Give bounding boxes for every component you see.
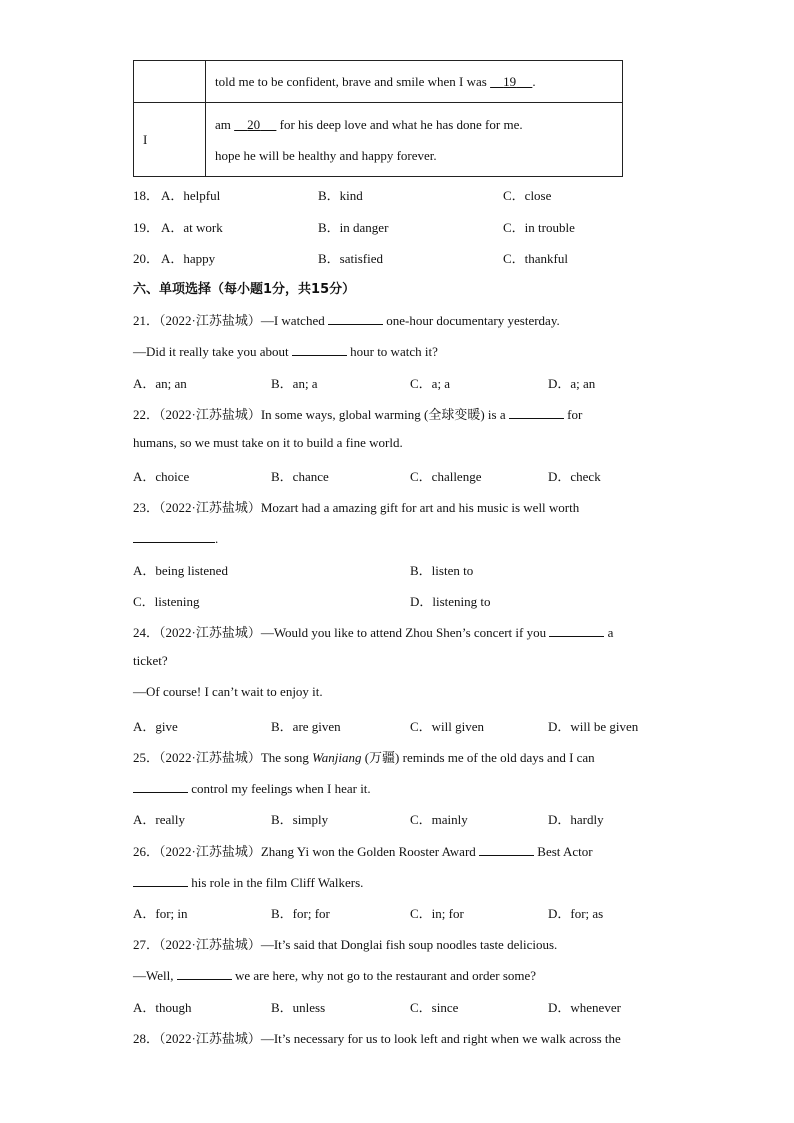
question-number: 18． xyxy=(133,188,160,203)
option-b[interactable]: B．in danger xyxy=(318,220,389,235)
table-cell-left-2: I xyxy=(134,103,206,177)
option-d[interactable]: D．will be given xyxy=(548,719,639,734)
q21-stem xyxy=(133,310,560,329)
stem-text: for xyxy=(563,407,583,422)
option-c[interactable]: C．in; for xyxy=(410,906,464,921)
option-b[interactable]: B．satisfied xyxy=(318,251,383,266)
stem-text: 21．（2022·江苏盐城）—I watched xyxy=(133,313,328,328)
q24-stem-line3: —Of course! I can’t wait to enjoy it. xyxy=(133,684,323,699)
cell-text-line2: hope he will be healthy and happy forever. xyxy=(215,147,437,163)
answer-blank xyxy=(133,778,188,793)
option-b[interactable]: B．simply xyxy=(271,812,329,827)
option-c[interactable]: C．a; a xyxy=(410,376,451,391)
q22-stem-line2: humans, so we must take on it to build a fine world. xyxy=(133,435,403,450)
passage-table xyxy=(133,60,623,177)
q22-stem xyxy=(133,404,582,423)
stem-text: Best Actor xyxy=(534,844,593,859)
option-b[interactable]: B．chance xyxy=(271,469,329,484)
cell-text: told me to be confident, brave and smile when I was xyxy=(215,73,491,89)
question-number: 20． xyxy=(133,251,160,266)
song-title: Wanjiang xyxy=(312,750,362,765)
q28-stem: 28．（2022·江苏盐城）—It’s necessary for us to look left and right when we walk across the xyxy=(133,1031,621,1046)
stem-text: 22．（2022·江苏盐城）In some ways, global warming (全球变暖) is a xyxy=(133,407,509,422)
option-a[interactable]: A．really xyxy=(133,812,185,827)
answer-blank xyxy=(133,528,215,543)
stem-text: 26．（2022·江苏盐城）Zhang Yi won the Golden Rooster Award xyxy=(133,844,480,859)
option-c[interactable]: C．since xyxy=(410,1000,459,1015)
option-d[interactable]: D．for; as xyxy=(548,906,604,921)
table-cell-left-1 xyxy=(134,61,206,103)
stem-text: 24．（2022·江苏盐城）—Would you like to attend Zhou Shen’s concert if you xyxy=(133,625,550,640)
option-c[interactable]: C．thankful xyxy=(503,251,568,266)
option-c[interactable]: C．listening xyxy=(133,594,200,609)
option-a[interactable]: A．helpful xyxy=(161,188,221,203)
option-b[interactable]: B．kind xyxy=(318,188,363,203)
option-d[interactable]: D．hardly xyxy=(548,812,604,827)
stem-text: —Well, xyxy=(133,968,177,983)
blank-number: 19 xyxy=(503,73,517,89)
option-a[interactable]: A．though xyxy=(133,1000,192,1015)
question-number: 19． xyxy=(133,220,160,235)
stem-text: one-hour documentary yesterday. xyxy=(382,313,560,328)
q27-stem: 27．（2022·江苏盐城）—It’s said that Donglai fish soup noodles taste delicious. xyxy=(133,937,558,952)
q21-stem-line2 xyxy=(133,341,438,360)
option-b[interactable]: B．an; a xyxy=(271,376,318,391)
q25-stem xyxy=(133,747,595,766)
q23-stem-line2 xyxy=(133,528,218,547)
blank-number: 20 xyxy=(247,116,261,132)
option-a[interactable]: A．give xyxy=(133,719,178,734)
answer-blank xyxy=(549,622,604,637)
stem-text: 25．（2022·江苏盐城）The song xyxy=(133,750,313,765)
cell-text-end: for his deep love and what he has done for me. xyxy=(276,116,523,132)
stem-text: his role in the film Cliff Walkers. xyxy=(188,875,364,890)
option-c[interactable]: C．challenge xyxy=(410,469,482,484)
table-cell-right-2 xyxy=(206,103,623,177)
option-c[interactable]: C．mainly xyxy=(410,812,468,827)
section-heading: 六、单项选择（每小题1分，共15分） xyxy=(133,282,356,297)
option-d[interactable]: D．listening to xyxy=(410,594,491,609)
stem-text: hour to watch it? xyxy=(346,344,438,359)
stem-text: we are here, why not go to the restaurant and order some? xyxy=(231,968,537,983)
q27-stem-line2 xyxy=(133,965,536,984)
option-b[interactable]: B．are given xyxy=(271,719,341,734)
option-c[interactable]: C．will given xyxy=(410,719,485,734)
answer-blank xyxy=(509,404,564,419)
answer-blank xyxy=(328,310,383,325)
blank-19 xyxy=(490,74,532,89)
answer-blank xyxy=(479,841,534,856)
table-cell-right-1 xyxy=(206,61,623,103)
option-b[interactable]: B．for; for xyxy=(271,906,330,921)
option-a[interactable]: A．for; in xyxy=(133,906,188,921)
stem-text: (万疆) reminds me of the old days and I can xyxy=(361,750,595,765)
stem-text: control my feelings when I hear it. xyxy=(188,781,371,796)
answer-blank xyxy=(133,872,188,887)
option-b[interactable]: B．listen to xyxy=(410,563,474,578)
option-c[interactable]: C．in trouble xyxy=(503,220,575,235)
blank-20 xyxy=(234,117,276,132)
stem-text: a xyxy=(604,625,614,640)
cell-text-end: . xyxy=(532,73,536,89)
option-a[interactable]: A．being listened xyxy=(133,563,228,578)
cell-text: am xyxy=(215,116,235,132)
option-a[interactable]: A．at work xyxy=(161,220,223,235)
option-d[interactable]: D．check xyxy=(548,469,601,484)
q24-stem-line2: ticket? xyxy=(133,653,168,668)
option-a[interactable]: A．happy xyxy=(161,251,216,266)
option-d[interactable]: D．whenever xyxy=(548,1000,621,1015)
option-a[interactable]: A．choice xyxy=(133,469,190,484)
q24-stem xyxy=(133,622,613,641)
q26-stem-line2 xyxy=(133,872,363,891)
q25-stem-line2 xyxy=(133,778,371,797)
option-c[interactable]: C．close xyxy=(503,188,552,203)
option-d[interactable]: D．a; an xyxy=(548,376,596,391)
option-b[interactable]: B．unless xyxy=(271,1000,326,1015)
option-a[interactable]: A．an; an xyxy=(133,376,187,391)
q23-stem: 23．（2022·江苏盐城）Mozart had a amazing gift for art and his music is well worth xyxy=(133,500,580,515)
stem-text: —Did it really take you about xyxy=(133,344,292,359)
answer-blank xyxy=(292,341,347,356)
answer-blank xyxy=(177,965,232,980)
stem-text: . xyxy=(215,531,219,546)
q26-stem xyxy=(133,841,593,860)
